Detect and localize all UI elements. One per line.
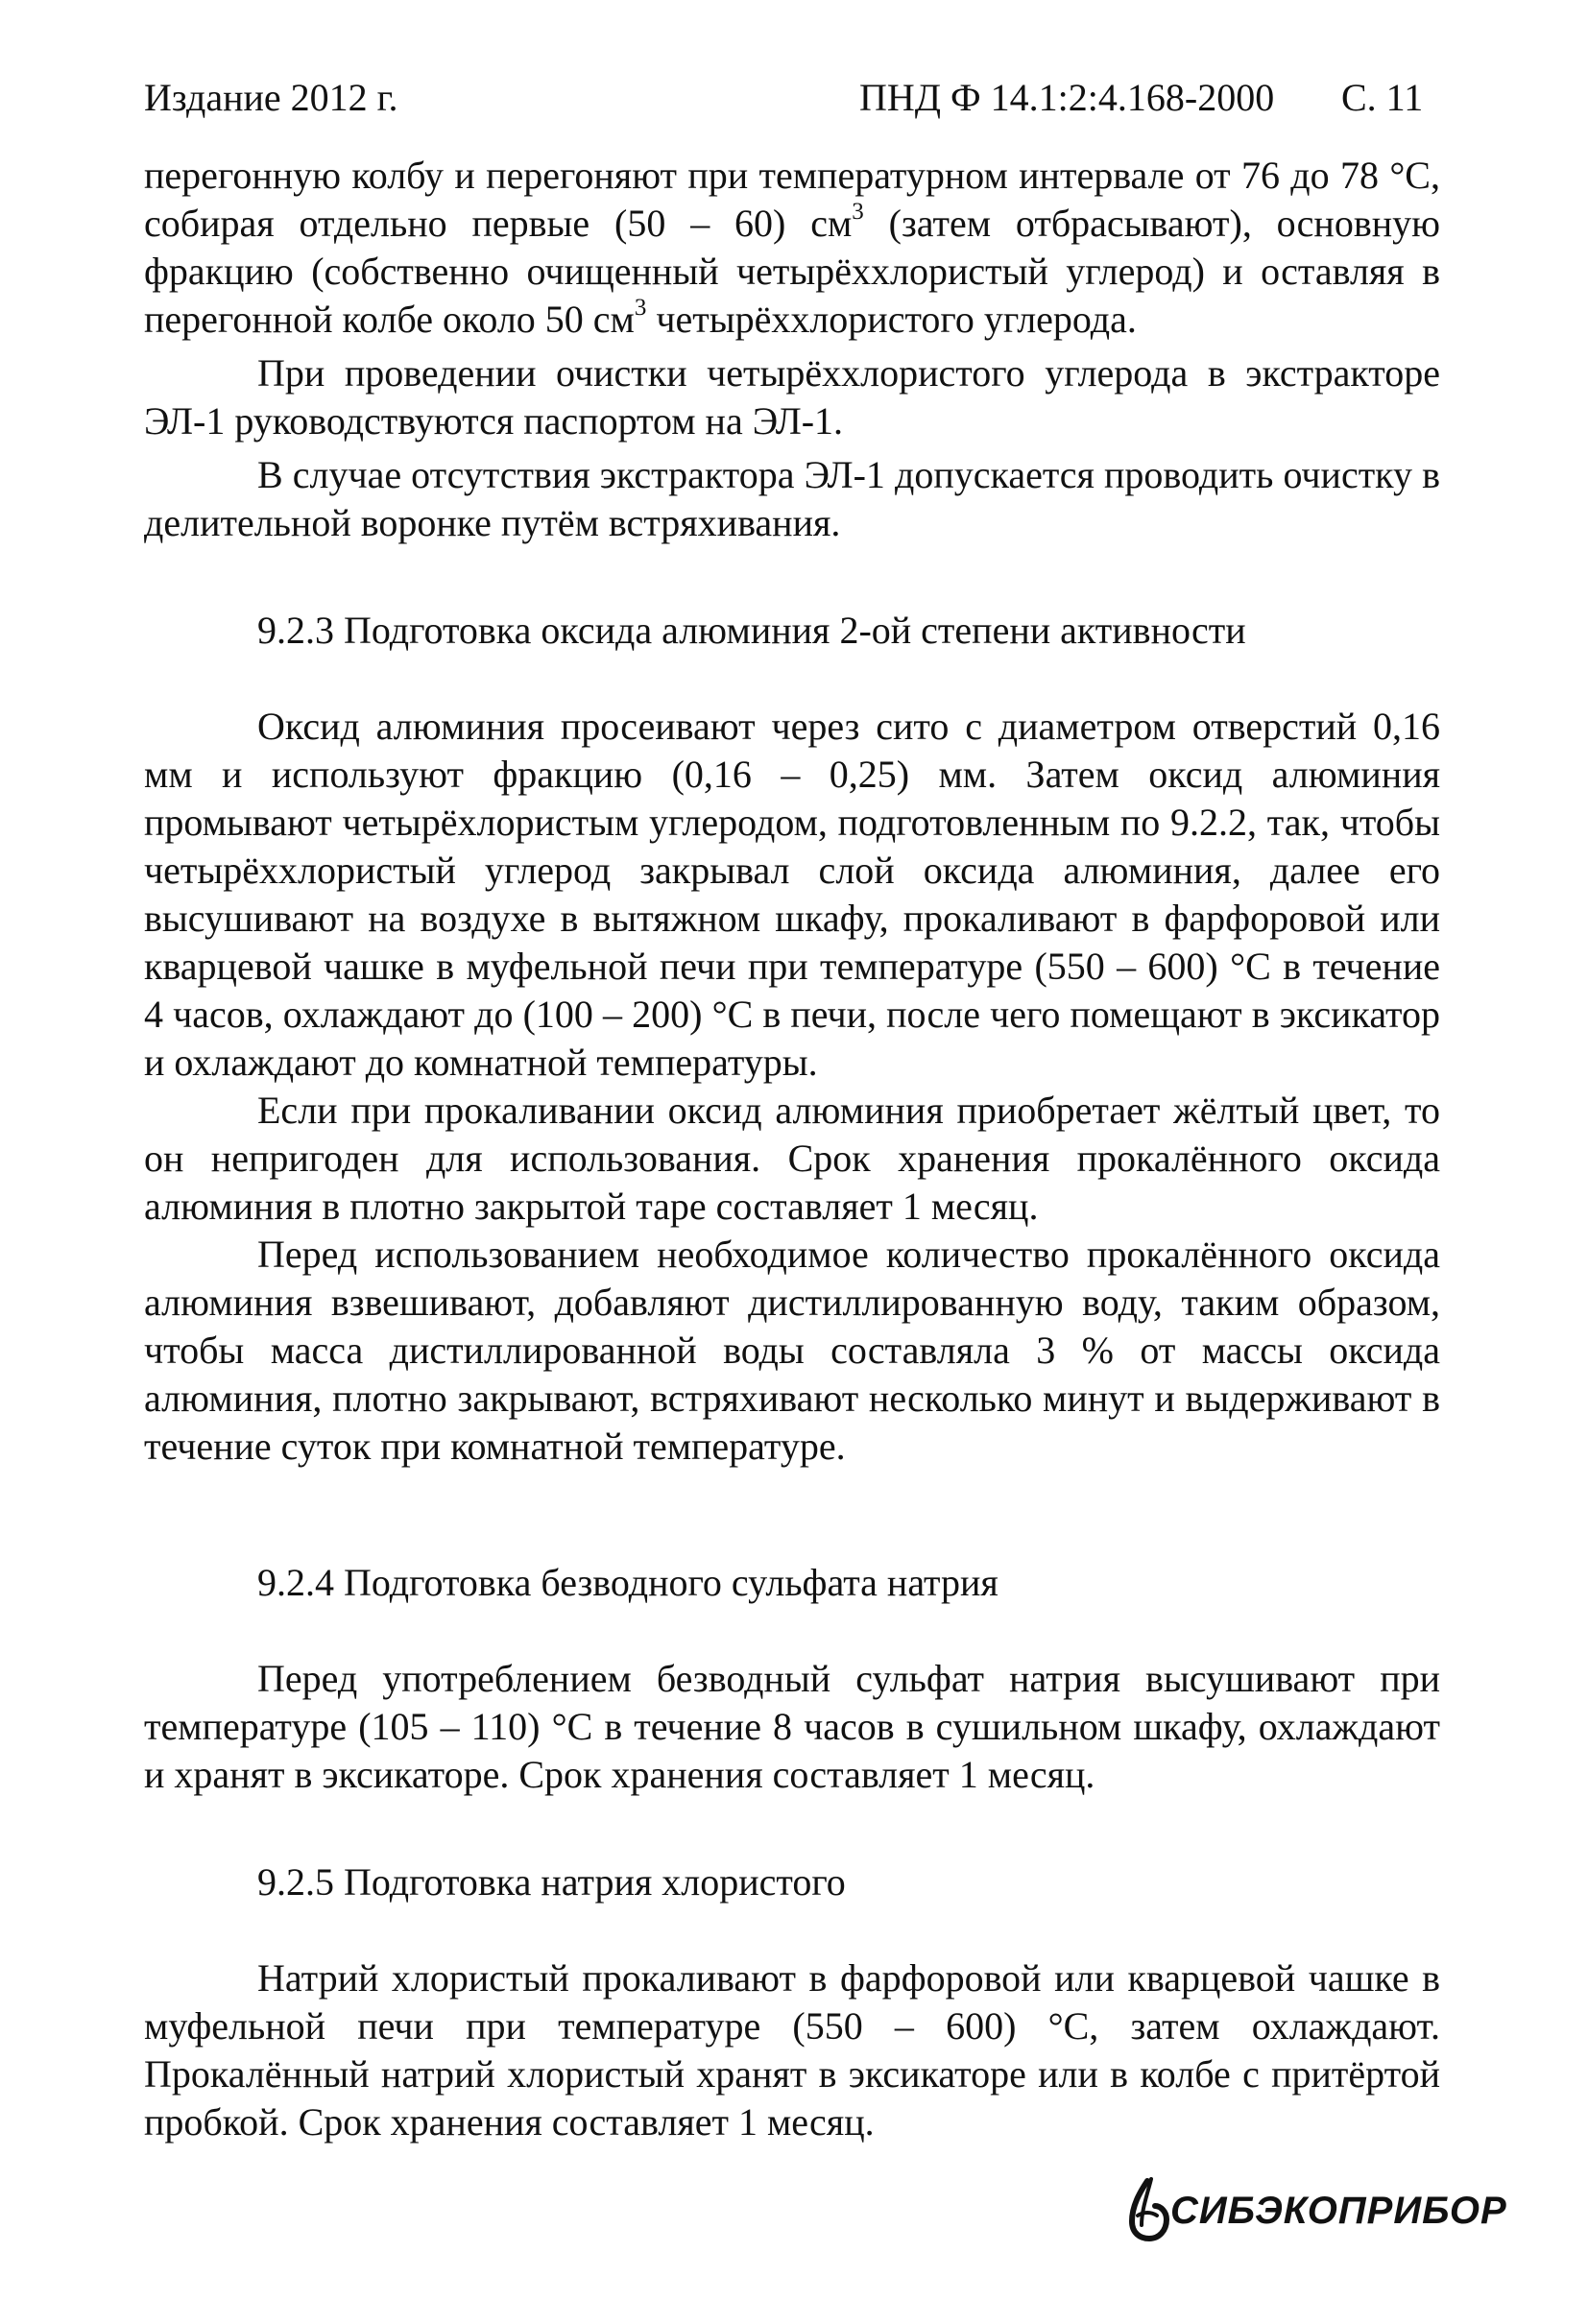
intro-text-part-1: перегонную колбу и перегоняют при температурном интервале от 76 до 78 °С, собирая отдельно первые (50 – 60) см bbox=[144, 154, 1440, 245]
intro-text-part-2: (затем отбрасывают), основную фракцию (собственно очищенный четырёххлористый углерод) и оставляя в перегонной колбе около 50 см bbox=[144, 202, 1440, 341]
page-number: С. 11 bbox=[1341, 76, 1424, 119]
intro-paragraph-1 bbox=[144, 152, 1440, 344]
sibecopribor-logo-icon bbox=[1119, 2177, 1174, 2244]
page-body bbox=[144, 152, 1440, 2146]
intro-paragraph-2: При проведении очистки четырёххлористого углерода в экстракторе ЭЛ-1 руководствуются паспортом на ЭЛ-1. bbox=[144, 351, 1440, 443]
intro-text-part-3: четырёххлористого углерода. bbox=[646, 298, 1137, 341]
section-heading-9-2-4: 9.2.4 Подготовка безводного сульфата натрия bbox=[257, 1561, 999, 1604]
document-number: ПНД Ф 14.1:2:4.168-2000 bbox=[859, 76, 1275, 119]
section-9-2-4-paragraph-1: Перед употреблением безводный сульфат натрия высушивают при температуре (105 – 110) °С в течение 8 часов в сушильном шкафу, охлаждают и хранят в эксикаторе. Срок хранения составляет 1 месяц. bbox=[144, 1657, 1440, 1796]
logo-text: СИБЭКОПРИБОР bbox=[1170, 2190, 1507, 2232]
section-9-2-3-paragraph-1: Оксид алюминия просеивают через сито с диаметром отверстий 0,16 мм и используют фракцию (0,16 – 0,25) мм. Затем оксид алюминия промывают четырёхлористым углеродом, подготовленным по 9.2.2, так, чтобы четырёххлористый углерод закрывал слой оксида алюминия, далее его высушивают на воздухе в вытяжном шкафу, прокаливают в фарфоровой или кварцевой чашке в муфельной печи при температуре (550 – 600) °С в течение 4 часов, охлаждают до (100 – 200) °С в печи, после чего помещают в эксикатор и охлаждают до комнатной температуры. bbox=[144, 705, 1440, 1084]
company-logo bbox=[1119, 2177, 1507, 2244]
superscript-cube: 3 bbox=[634, 294, 647, 321]
section-9-2-3-paragraph-2: Если при прокаливании оксид алюминия приобретает жёлтый цвет, то он непригоден для использования. Срок хранения прокалённого оксида алюминия в плотно закрытой таре составляет 1 месяц. bbox=[144, 1089, 1440, 1228]
section-heading-9-2-3: 9.2.3 Подготовка оксида алюминия 2-ой степени активности bbox=[257, 609, 1246, 652]
section-9-2-5-paragraph-1: Натрий хлористый прокаливают в фарфоровой или кварцевой чашке в муфельной печи при температуре (550 – 600) °С, затем охлаждают. Прокалённый натрий хлористый хранят в эксикаторе или в колбе с притёртой пробкой. Срок хранения составляет 1 месяц. bbox=[144, 1956, 1440, 2144]
section-heading-9-2-5: 9.2.5 Подготовка натрия хлористого bbox=[257, 1860, 846, 1904]
section-9-2-3-paragraph-3: Перед использованием необходимое количество прокалённого оксида алюминия взвешивают, добавляют дистиллированную воду, таким образом, чтобы масса дистиллированной воды составляла 3 % от массы оксида алюминия, плотно закрывают, встряхивают несколько минут и выдерживают в течение суток при комнатной температуре. bbox=[144, 1233, 1440, 1468]
superscript-cube: 3 bbox=[852, 198, 864, 225]
edition-label: Издание 2012 г. bbox=[144, 76, 398, 119]
page-header bbox=[144, 69, 1440, 127]
intro-paragraph-3: В случае отсутствия экстрактора ЭЛ-1 допускается проводить очистку в делительной воронке путём встряхивания. bbox=[144, 453, 1440, 544]
